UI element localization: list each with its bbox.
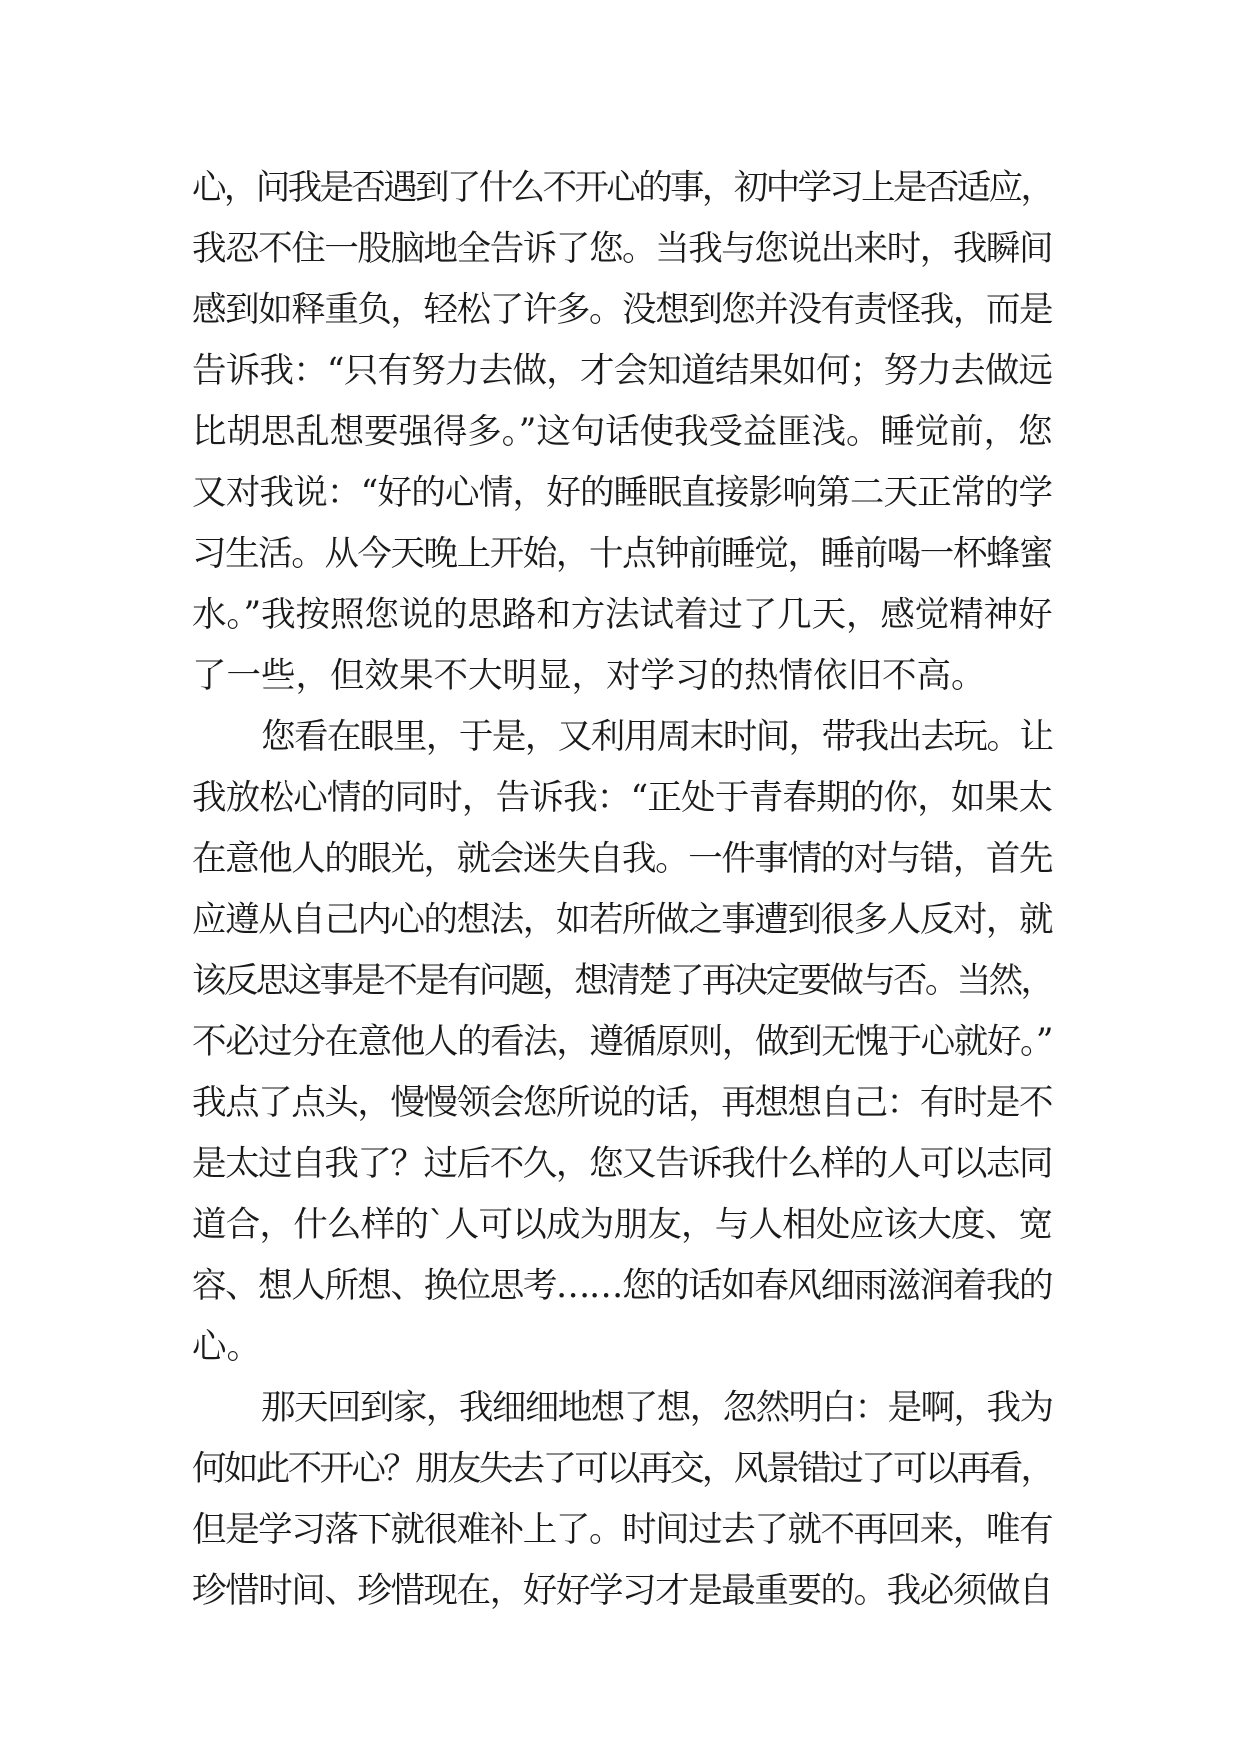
text-line: 我放松心情的同时，告诉我：“正处于青春期的你，如果太 (192, 778, 1052, 818)
text-line: 该反思这事是不是有问题，想清楚了再决定要做与否。当然， (192, 961, 1052, 1001)
text-line: 不必过分在意他人的看法，遵循原则，做到无愧于心就好。” (192, 1022, 1052, 1062)
text-line: 何如此不开心？朋友失去了可以再交，风景错过了可以再看， (192, 1449, 1052, 1489)
text-line: 但是学习落下就很难补上了。时间过去了就不再回来，唯有 (192, 1510, 1052, 1550)
text-line: 又对我说：“好的心情，好的睡眠直接影响第二天正常的学 (192, 473, 1052, 513)
text-line: 容、想人所想、换位思考……您的话如春风细雨滋润着我的 (192, 1266, 1052, 1306)
text-line: 比胡思乱想要强得多。”这句话使我受益匪浅。睡觉前，您 (192, 412, 1052, 452)
text-line: 感到如释重负，轻松了许多。没想到您并没有责怪我，而是 (192, 290, 1052, 330)
text-line: 我点了点头，慢慢领会您所说的话，再想想自己：有时是不 (192, 1083, 1052, 1123)
text-line: 了一些，但效果不大明显，对学习的热情依旧不高。 (192, 656, 986, 696)
text-line: 道合，什么样的`人可以成为朋友，与人相处应该大度、宽 (192, 1205, 1052, 1245)
text-line: 我忍不住一股脑地全告诉了您。当我与您说出来时，我瞬间 (192, 229, 1052, 269)
text-line: 心。 (192, 1327, 261, 1367)
paragraph-start-line: 那天回到家，我细细地想了想，忽然明白：是啊，我为 (261, 1388, 1052, 1428)
text-line: 告诉我：“只有努力去做，才会知道结果如何；努力去做远 (192, 351, 1052, 391)
paragraph-start-line: 您看在眼里，于是，又利用周末时间，带我出去玩。让 (261, 717, 1052, 757)
text-line: 应遵从自己内心的想法，如若所做之事遭到很多人反对，就 (192, 900, 1052, 940)
body-text (192, 158, 1052, 1622)
text-line: 珍惜时间、珍惜现在，好好学习才是最重要的。我必须做自 (192, 1571, 1052, 1611)
text-line: 心，问我是否遇到了什么不开心的事，初中学习上是否适应， (192, 168, 1052, 208)
text-line: 习生活。从今天晚上开始，十点钟前睡觉，睡前喝一杯蜂蜜 (192, 534, 1052, 574)
text-line: 是太过自我了？过后不久，您又告诉我什么样的人可以志同 (192, 1144, 1052, 1184)
text-line: 在意他人的眼光，就会迷失自我。一件事情的对与错，首先 (192, 839, 1052, 879)
text-line: 水。”我按照您说的思路和方法试着过了几天，感觉精神好 (192, 595, 1052, 635)
